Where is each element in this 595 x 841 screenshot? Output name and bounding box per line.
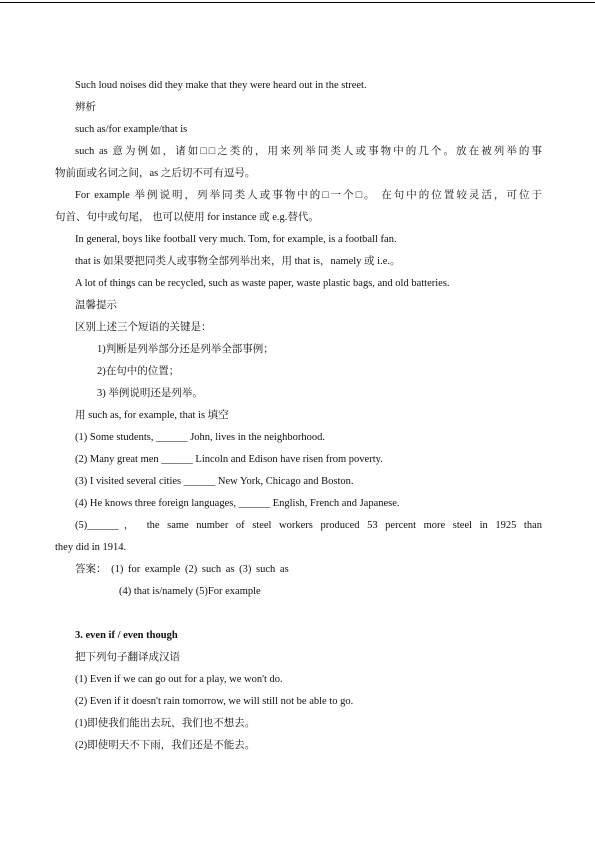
translation-sentence-1: (1) Even if we can go out for a play, we won't do. (75, 674, 283, 685)
translation-instruction: 把下列句子翻译成汉语 (75, 652, 180, 663)
for-example-explanation-cont: 句首、句中或句尾， 也可以使用 for instance 或 e.g.替代。 (55, 212, 319, 223)
such-as-sentence: A lot of things can be recycled, such as waste paper, waste plastic bags, and old batteries. (75, 278, 450, 289)
exercise-item-3: (3) I visited several cities ______ New York, Chicago and Boston. (75, 476, 354, 487)
for-example-sentence: In general, boys like football very much. Tom, for example, is a football fan. (75, 234, 397, 245)
exercise-item-1: (1) Some students, ______ John, lives in the neighborhood. (75, 432, 325, 443)
translation-answer-2: (2)即使明天不下雨，我们还是不能去。 (75, 740, 256, 751)
that-is-explanation: that is 如果要把同类人或事物全部列举出来，用 that is，namely 或 i.e.。 (75, 256, 401, 267)
exercise-item-5: (5)______， the same number of steel workers produced 53 percent more steel in 1925 than (75, 520, 542, 531)
tip-item-3: 3) 举例说明还是列举。 (97, 388, 203, 399)
exercise-item-5-cont: they did in 1914. (55, 542, 127, 553)
translation-answer-1: (1)即使我们能出去玩，我们也不想去。 (75, 718, 256, 729)
section-heading-tip: 温馨提示 (75, 300, 117, 311)
phrase-list: such as/for example/that is (75, 124, 188, 135)
tip-intro: 区别上述三个短语的关键是： (75, 322, 212, 333)
section-heading-analysis: 辨析 (75, 102, 96, 113)
translation-sentence-2: (2) Even if it doesn't rain tomorrow, we will still not be able to go. (75, 696, 354, 707)
tip-item-2: 2)在句中的位置； (97, 366, 180, 377)
exercise-item-4: (4) He knows three foreign languages, ______ English, French and Japanese. (75, 498, 400, 509)
exercise-instruction: 用 such as, for example, that is 填空 (75, 410, 229, 421)
such-as-explanation-cont: 物前面或名词之间，as 之后切不可有逗号。 (55, 168, 256, 179)
answers-line-1: 答案： (1) for example (2) such as (3) such as (75, 564, 289, 575)
example-sentence: Such loud noises did they make that they were heard out in the street. (75, 80, 367, 91)
such-as-explanation: such as 意为例如，诸如□□之类的，用来列举同类人或事物中的几个。放在被列举的事 (75, 146, 542, 157)
tip-item-1: 1)判断是列举部分还是列举全部事例； (97, 344, 274, 355)
section-title-even-if: 3. even if / even though (75, 630, 178, 641)
for-example-explanation: For example 举例说明，列举同类人或事物中的□一个□。 在句中的位置较灵活，可位于 (75, 190, 542, 201)
exercise-item-2: (2) Many great men ______ Lincoln and Edison have risen from poverty. (75, 454, 383, 465)
answers-line-2: (4) that is/namely (5)For example (119, 586, 261, 597)
